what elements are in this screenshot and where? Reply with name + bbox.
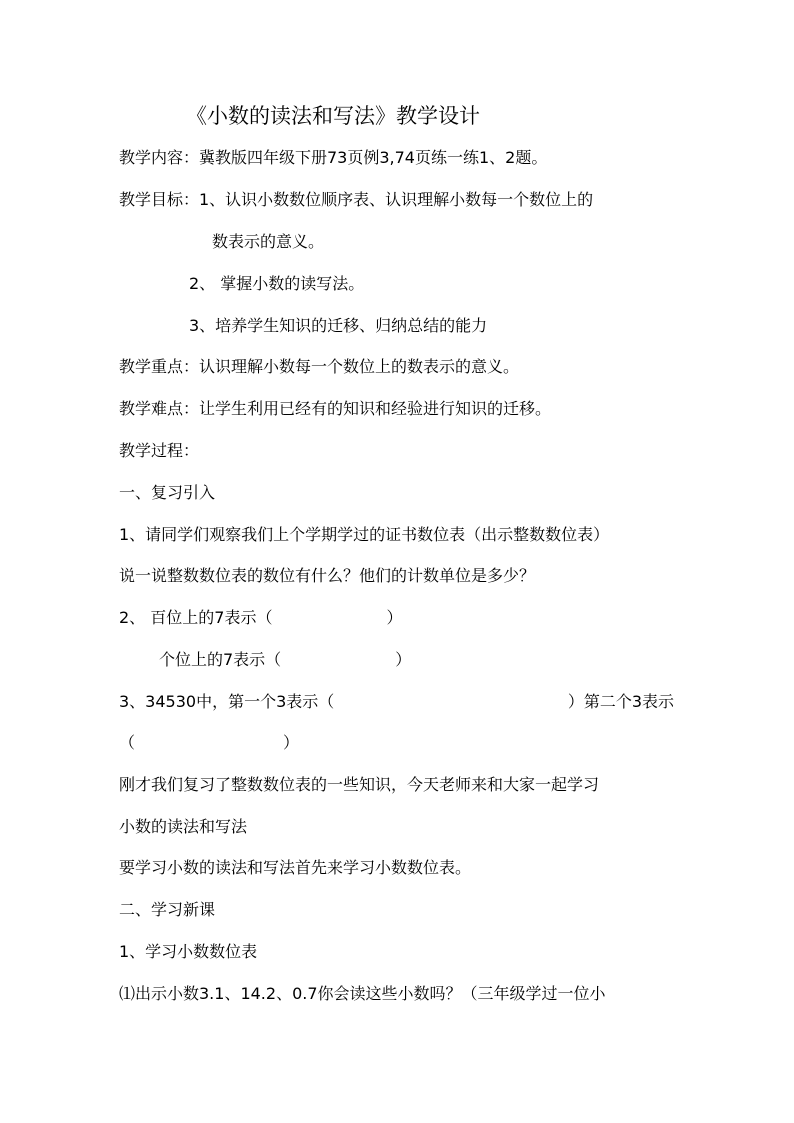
summary-line-b: 小数的读法和写法 [119, 817, 248, 836]
question-2a-text: 2、 百位上的7表示（ [119, 608, 273, 627]
document-title: 《小数的读法和写法》教学设计 [186, 104, 480, 128]
question-1-line-a: 1、请同学们观察我们上个学期学过的证书数位表（出示整数数位表） [119, 525, 610, 544]
question-3-part-1: 3、34530中，第一个3表示（ [119, 692, 335, 711]
question-3-part-2: ）第二个3表示 [567, 692, 674, 711]
summary-line-a: 刚才我们复习了整数数位表的一些知识，今天老师来和大家一起学习 [119, 775, 600, 794]
transition-line: 要学习小数的读法和写法首先来学习小数数位表。 [119, 858, 472, 877]
question-3b-close: ） [283, 733, 300, 752]
question-3-line-b [119, 731, 299, 755]
question-2-line-b [159, 648, 411, 672]
teaching-content-line: 教学内容：冀教版四年级下册73页例3,74页练一练1、2题。 [119, 148, 548, 167]
process-heading: 教学过程： [119, 441, 200, 460]
question-3b-open: （ [119, 733, 136, 752]
question-2a-close: ） [386, 608, 403, 627]
teaching-goal-line-2: 2、 掌握小数的读写法。 [189, 274, 365, 293]
difficulty-line: 教学难点：让学生利用已经有的知识和经验进行知识的迁移。 [119, 399, 552, 418]
question-2b-text: 个位上的7表示（ [159, 650, 282, 669]
item-1-line: ⑴出示小数3.1、14.2、0.7你会读这些小数吗？（三年级学过一位小 [119, 984, 606, 1003]
teaching-goal-line-3: 3、培养学生知识的迁移、归纳总结的能力 [189, 316, 488, 335]
teaching-goal-line-1-cont: 数表示的意义。 [212, 232, 325, 251]
section-new-lesson-heading: 二、学习新课 [119, 900, 216, 919]
question-2-line-a [119, 606, 402, 630]
section-review-heading: 一、复习引入 [119, 483, 216, 502]
key-point-line: 教学重点：认识理解小数每一个数位上的数表示的意义。 [119, 357, 520, 376]
teaching-goal-line-1: 教学目标：1、认识小数数位顺序表、认识理解小数每一个数位上的 [119, 190, 594, 209]
question-1-line-b: 说一说整数数位表的数位有什么？他们的计数单位是多少？ [119, 566, 536, 585]
question-3-line-a [119, 690, 674, 714]
question-2b-close: ） [395, 650, 412, 669]
subsection-place-value-table: 1、学习小数数位表 [119, 942, 258, 961]
